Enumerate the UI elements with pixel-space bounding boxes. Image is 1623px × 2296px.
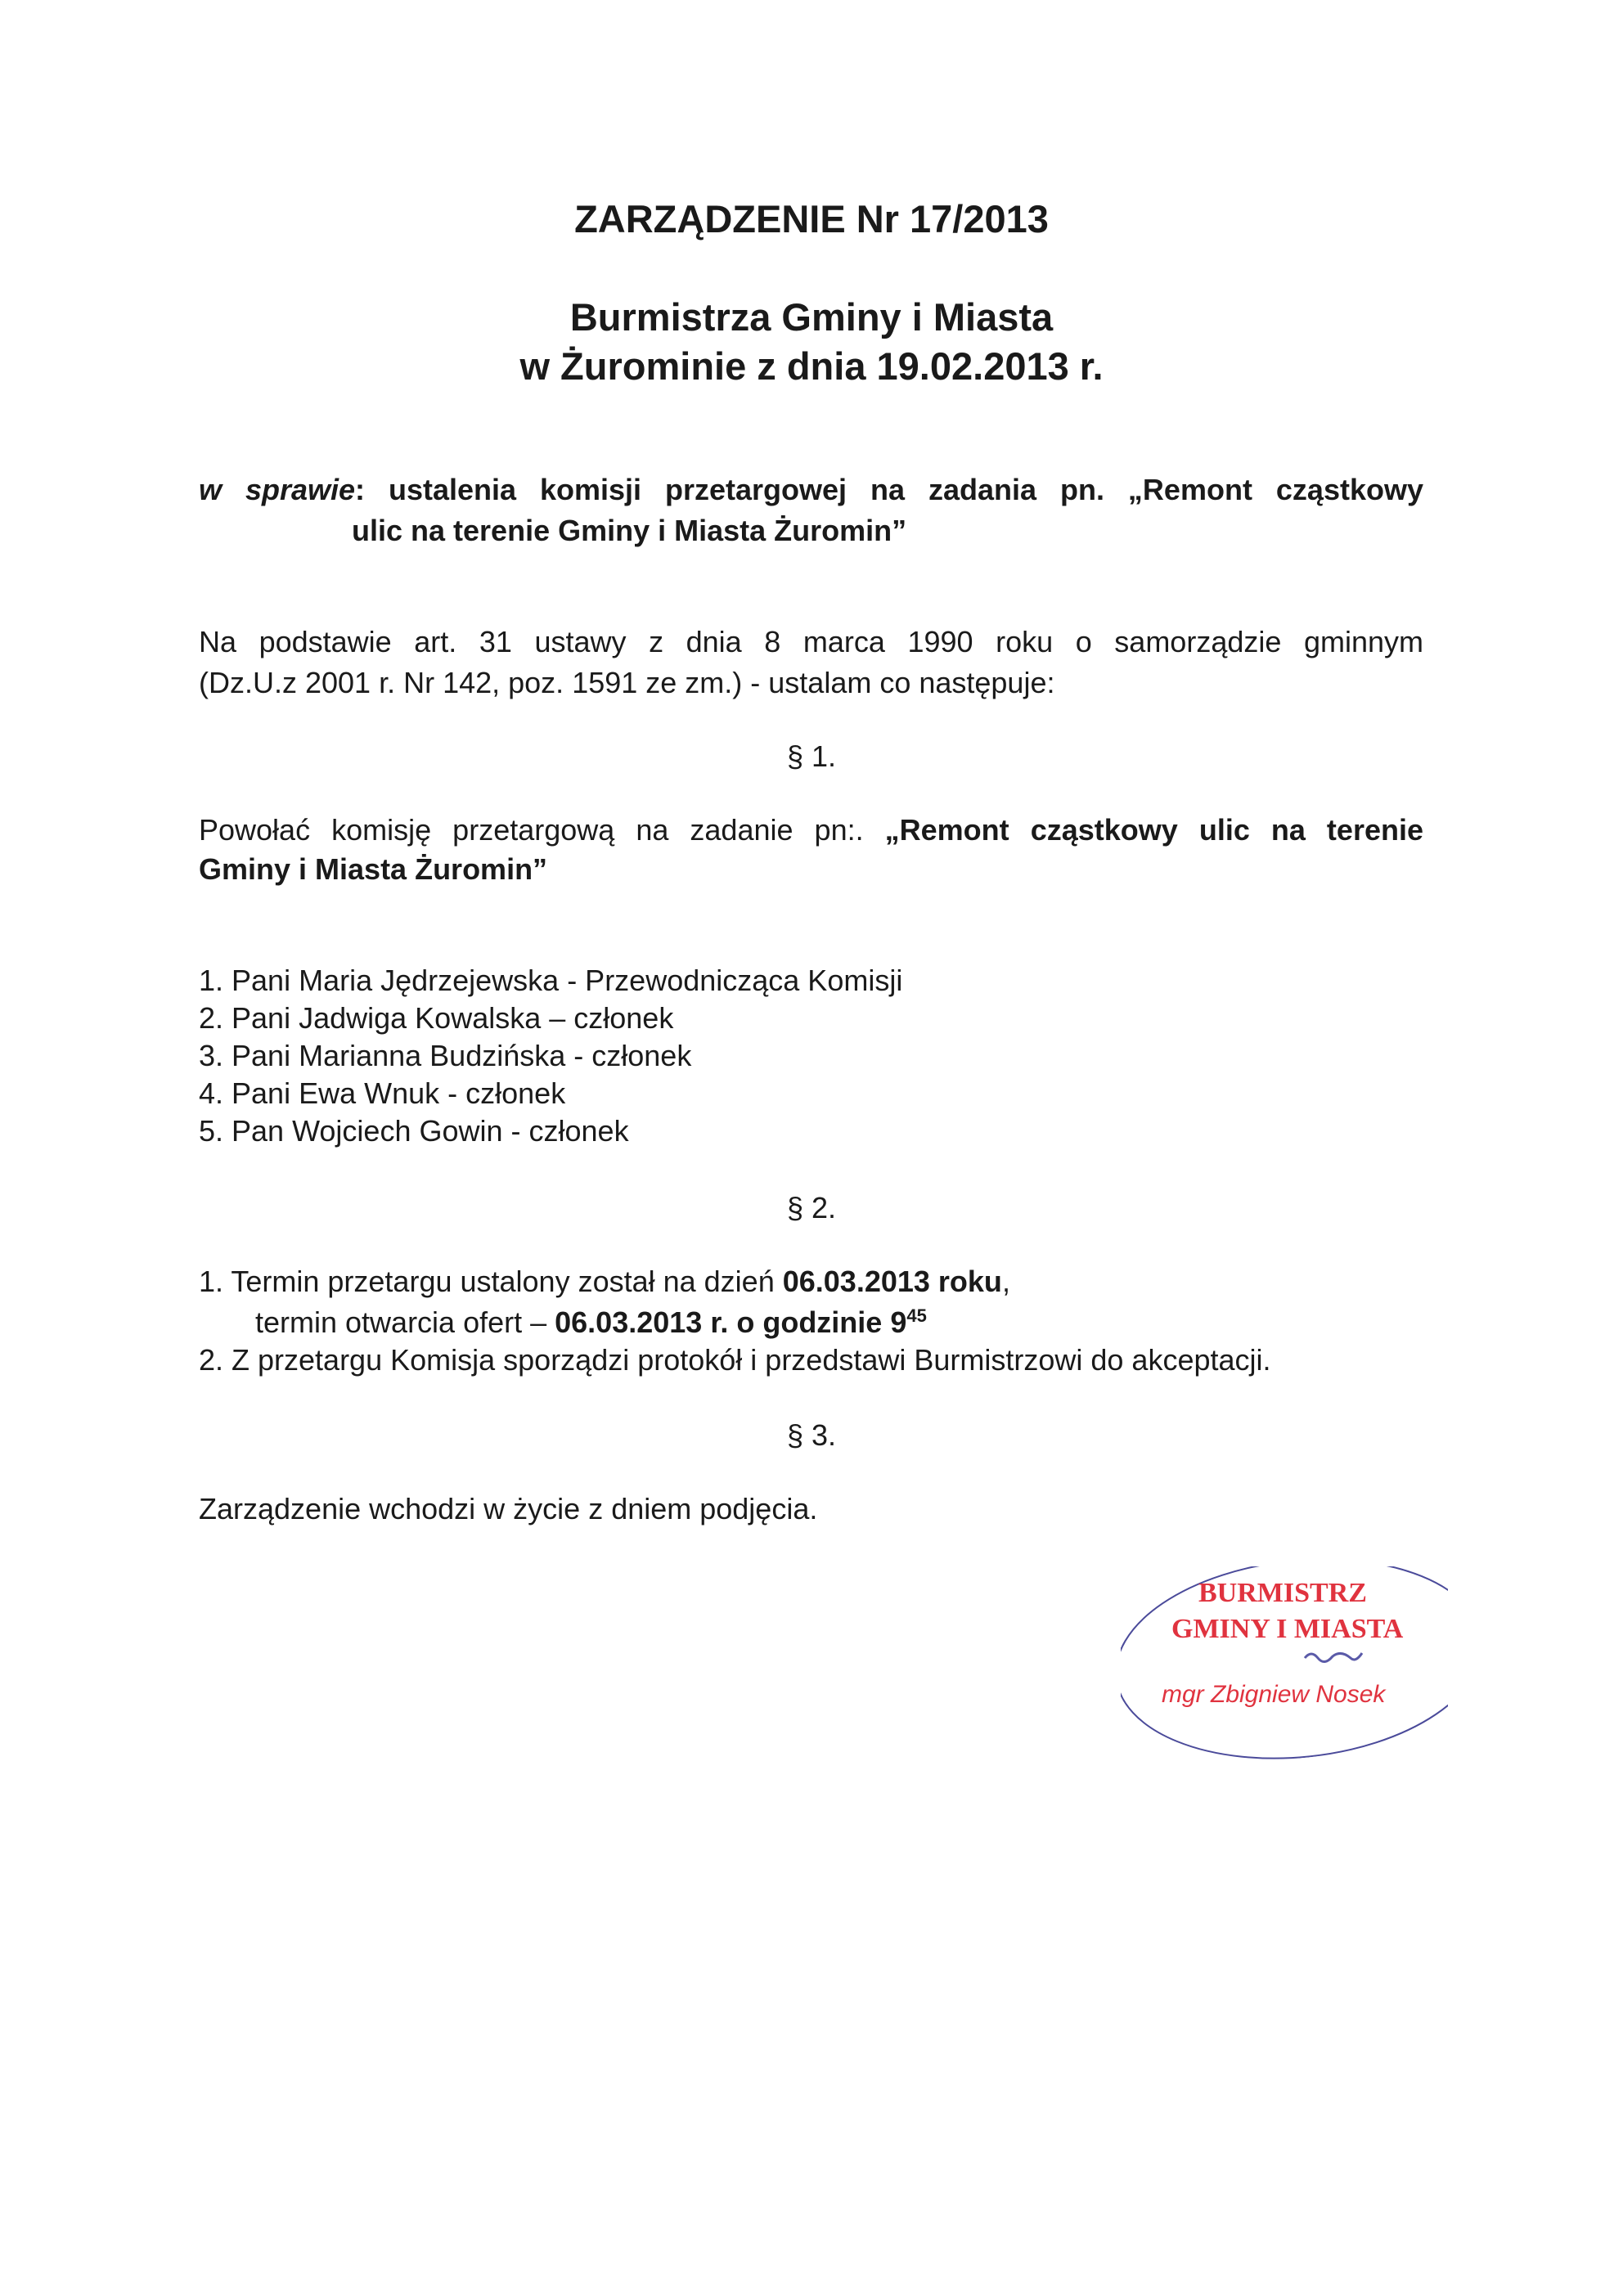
section2-item1-suffix: , xyxy=(1001,1265,1010,1298)
section1-heading: § 1. xyxy=(786,739,837,773)
section3-text: Zarządzenie wchodzi w życie z dniem podjęcia. xyxy=(199,1492,818,1525)
official-stamp xyxy=(1121,1566,1448,1779)
document-subtitle-line1: Burmistrza Gminy i Miasta xyxy=(569,295,1054,339)
subject-label: w sprawie xyxy=(199,473,356,506)
member-list-item: 5. Pan Wojciech Gowin - członek xyxy=(199,1114,629,1148)
section2-item1b-prefix: termin otwarcia ofert – xyxy=(255,1305,555,1339)
section2-item1b-bold: 06.03.2013 r. o godzinie 9 xyxy=(555,1305,907,1339)
member-list-item: 2. Pani Jadwiga Kowalska – członek xyxy=(199,1001,674,1035)
section2-item1-date: 06.03.2013 roku xyxy=(782,1265,1002,1298)
section2-item1b-sup: 45 xyxy=(906,1305,927,1326)
subject-line1 xyxy=(199,473,1423,507)
section2-item1b xyxy=(255,1305,927,1340)
stamp-signatory-name: mgr Zbigniew Nosek xyxy=(1162,1681,1386,1708)
basis-line2: (Dz.U.z 2001 r. Nr 142, poz. 1591 ze zm.) - ustalam co następuje: xyxy=(199,666,1055,699)
section3-heading: § 3. xyxy=(786,1418,837,1452)
member-list-item: 3. Pani Marianna Budzińska - członek xyxy=(199,1039,692,1072)
stamp-title-line1: BURMISTRZ xyxy=(1198,1578,1367,1608)
section2-heading: § 2. xyxy=(786,1191,837,1224)
member-list-item: 1. Pani Maria Jędrzejewska - Przewodnicząca Komisji xyxy=(199,964,903,997)
member-list-item: 4. Pani Ewa Wnuk - członek xyxy=(199,1076,566,1110)
section2-item1 xyxy=(199,1265,1010,1299)
signature-scribble-icon xyxy=(1305,1653,1362,1662)
document-title: ZARZĄDZENIE Nr 17/2013 xyxy=(574,197,1049,240)
stamp-title-line2: GMINY I MIASTA xyxy=(1171,1614,1404,1644)
section1-task-line1: „Remont cząstkowy ulic na terenie xyxy=(884,813,1423,847)
section1-intro-line xyxy=(199,813,1423,847)
subject-line2: ulic na terenie Gminy i Miasta Żuromin” xyxy=(352,514,907,547)
section2-item2: 2. Z przetargu Komisja sporządzi protokół i przedstawi Burmistrzowi do akceptacji. xyxy=(199,1343,1271,1377)
basis-line1: Na podstawie art. 31 ustawy z dnia 8 marca 1990 roku o samorządzie gminnym xyxy=(199,625,1423,658)
subject-text: : ustalenia komisji przetargowej na zadania pn. „Remont cząstkowy xyxy=(355,473,1423,506)
section1-task-line2: Gminy i Miasta Żuromin” xyxy=(199,852,548,886)
document-subtitle-line2: w Żurominie z dnia 19.02.2013 r. xyxy=(519,344,1104,388)
section2-item1-prefix: 1. Termin przetargu ustalony został na dzień xyxy=(199,1265,783,1298)
section1-intro: Powołać komisję przetargową na zadanie pn:. xyxy=(199,813,885,847)
